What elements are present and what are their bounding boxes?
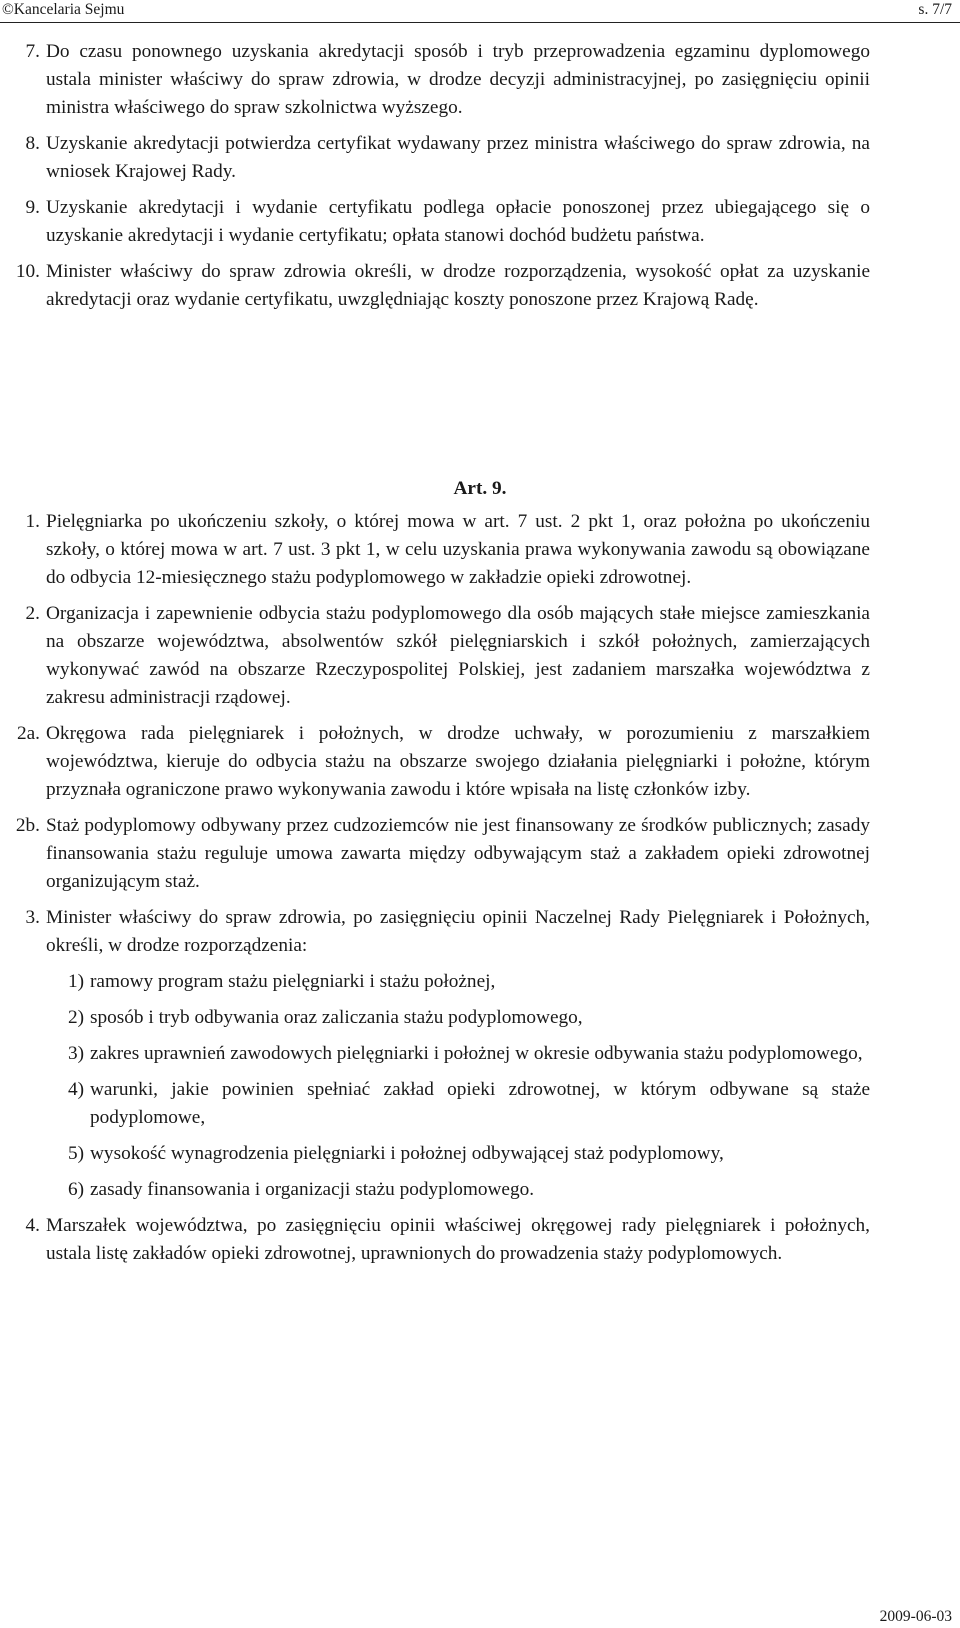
paragraph-text: Uzyskanie akredytacji potwierdza certyfikat wydawany przez ministra właściwego do spraw zdrowia, na wniosek Krajowej Rady. — [46, 133, 870, 182]
paragraph-2b — [0, 812, 870, 896]
paragraph-number: 1. — [25, 511, 40, 532]
paragraph-number: 2. — [25, 603, 40, 624]
document-date: 2009-06-03 — [879, 1608, 952, 1625]
paragraph-text: Marszałek województwa, po zasięgnięciu opinii właściwej okręgowej rady pielęgniarek i położnych, ustala listę zakładów opieki zdrowotnej, uprawnionych do prowadzenia staży podyplomowych. — [46, 1215, 870, 1264]
article-title-text: Art. 9. — [453, 478, 507, 499]
list-item-text: ramowy program stażu pielęgniarki i stażu położnej, — [90, 971, 496, 992]
paragraph-text: Staż podyplomowy odbywany przez cudzoziemców nie jest finansowany ze środków publicznych; zasady finansowania stażu reguluje umowa zawarta między odbywającym staż a zakładem opieki zdrowotnej organizującym staż. — [46, 815, 870, 892]
article-9-section — [0, 476, 960, 1276]
paragraph-7 — [0, 38, 870, 122]
paragraph-text: Organizacja i zapewnienie odbycia stażu podyplomowego dla osób mających stałe miejsce zamieszkania na obszarze województwa, absolwentów szkół pielęgniarskich i szkół położnych, zamierzających wykonywać zawód na obszarze Rzeczypospolitej Polskiej, jest zadaniem marszałka województwa z zakresu administracji rządowej. — [46, 603, 870, 708]
paragraph-9 — [0, 194, 870, 250]
paragraph-3 — [0, 904, 870, 960]
list-item-text: sposób i tryb odbywania oraz zaliczania stażu podyplomowego, — [90, 1007, 583, 1028]
paragraph-text: Do czasu ponownego uzyskania akredytacji sposób i tryb przeprowadzenia egzaminu dyplomowego ustala minister właściwy do spraw zdrowia, w drodze decyzji administracyjnej, po zasięgnięciu opinii ministra właściwego do spraw szkolnictwa wyższego. — [46, 41, 870, 118]
previous-article-section — [0, 38, 960, 322]
list-item-3 — [0, 1040, 870, 1068]
paragraph-4 — [0, 1212, 870, 1268]
paragraph-number: 3. — [25, 907, 40, 928]
list-item-number: 3) — [67, 1043, 84, 1064]
page-header — [0, 0, 960, 23]
paragraph-text: Okręgowa rada pielęgniarek i położnych, w drodze uchwały, w porozumieniu z marszałkiem województwa, kieruje do odbycia stażu na obszarze swojego działania pielęgniarki i położne, którym przyznała ograniczone prawo wykonywania zawodu i które wpisała na listę członków izby. — [46, 723, 870, 800]
paragraph-8 — [0, 130, 870, 186]
list-item-number: 1) — [67, 971, 84, 992]
list-item-1 — [0, 968, 870, 996]
paragraph-number: 4. — [25, 1215, 40, 1236]
page-number: s. 7/7 — [918, 1, 952, 18]
paragraph-number: 9. — [25, 197, 40, 218]
paragraph-2a — [0, 720, 870, 804]
paragraph-10 — [0, 258, 870, 314]
list-item-text: wysokość wynagrodzenia pielęgniarki i położnej odbywającej staż podyplomowy, — [90, 1143, 724, 1164]
paragraph-text: Minister właściwy do spraw zdrowia, po zasięgnięciu opinii Naczelnej Rady Pielęgniarek i Położnych, określi, w drodze rozporządzenia: — [46, 907, 870, 956]
paragraph-number: 2a. — [16, 723, 40, 744]
copyright-label: ©Kancelaria Sejmu — [2, 1, 125, 18]
list-item-2 — [0, 1004, 870, 1032]
list-item-text: zakres uprawnień zawodowych pielęgniarki i położnej w okresie odbywania stażu podyplomowego, — [90, 1043, 863, 1064]
paragraph-number: 10. — [15, 261, 40, 282]
paragraph-number: 2b. — [15, 815, 40, 836]
list-item-number: 5) — [67, 1143, 84, 1164]
list-item-text: zasady finansowania i organizacji stażu podyplomowego. — [90, 1179, 535, 1200]
list-item-6 — [0, 1176, 870, 1204]
list-item-text: warunki, jakie powinien spełniać zakład opieki zdrowotnej, w którym odbywane są staże podyplomowe, — [90, 1079, 870, 1128]
paragraph-text: Uzyskanie akredytacji i wydanie certyfikatu podlega opłacie ponoszonej przez ubiegającego się o uzyskanie akredytacji i wydanie certyfikatu; opłata stanowi dochód budżetu państwa. — [46, 197, 870, 246]
paragraph-text: Pielęgniarka po ukończeniu szkoły, o której mowa w art. 7 ust. 2 pkt 1, oraz położna po ukończeniu szkoły, o której mowa w art. 7 ust. 3 pkt 1, w celu uzyskania prawa wykonywania zawodu są obowiązane do odbycia 12-miesięcznego stażu podyplomowego w zakładzie opieki zdrowotnej. — [46, 511, 870, 588]
paragraph-text: Minister właściwy do spraw zdrowia określi, w drodze rozporządzenia, wysokość opłat za uzyskanie akredytacji oraz wydanie certyfikatu, uwzględniając koszty ponoszone przez Krajową Radę. — [46, 261, 870, 310]
list-item-4 — [0, 1076, 870, 1132]
article-title — [0, 476, 960, 502]
paragraph-number: 8. — [25, 133, 40, 154]
paragraph-1 — [0, 508, 870, 592]
paragraph-number: 7. — [25, 41, 40, 62]
list-item-number: 2) — [67, 1007, 84, 1028]
list-item-number: 4) — [67, 1079, 84, 1100]
paragraph-2 — [0, 600, 870, 712]
list-item-5 — [0, 1140, 870, 1168]
list-item-number: 6) — [67, 1179, 84, 1200]
